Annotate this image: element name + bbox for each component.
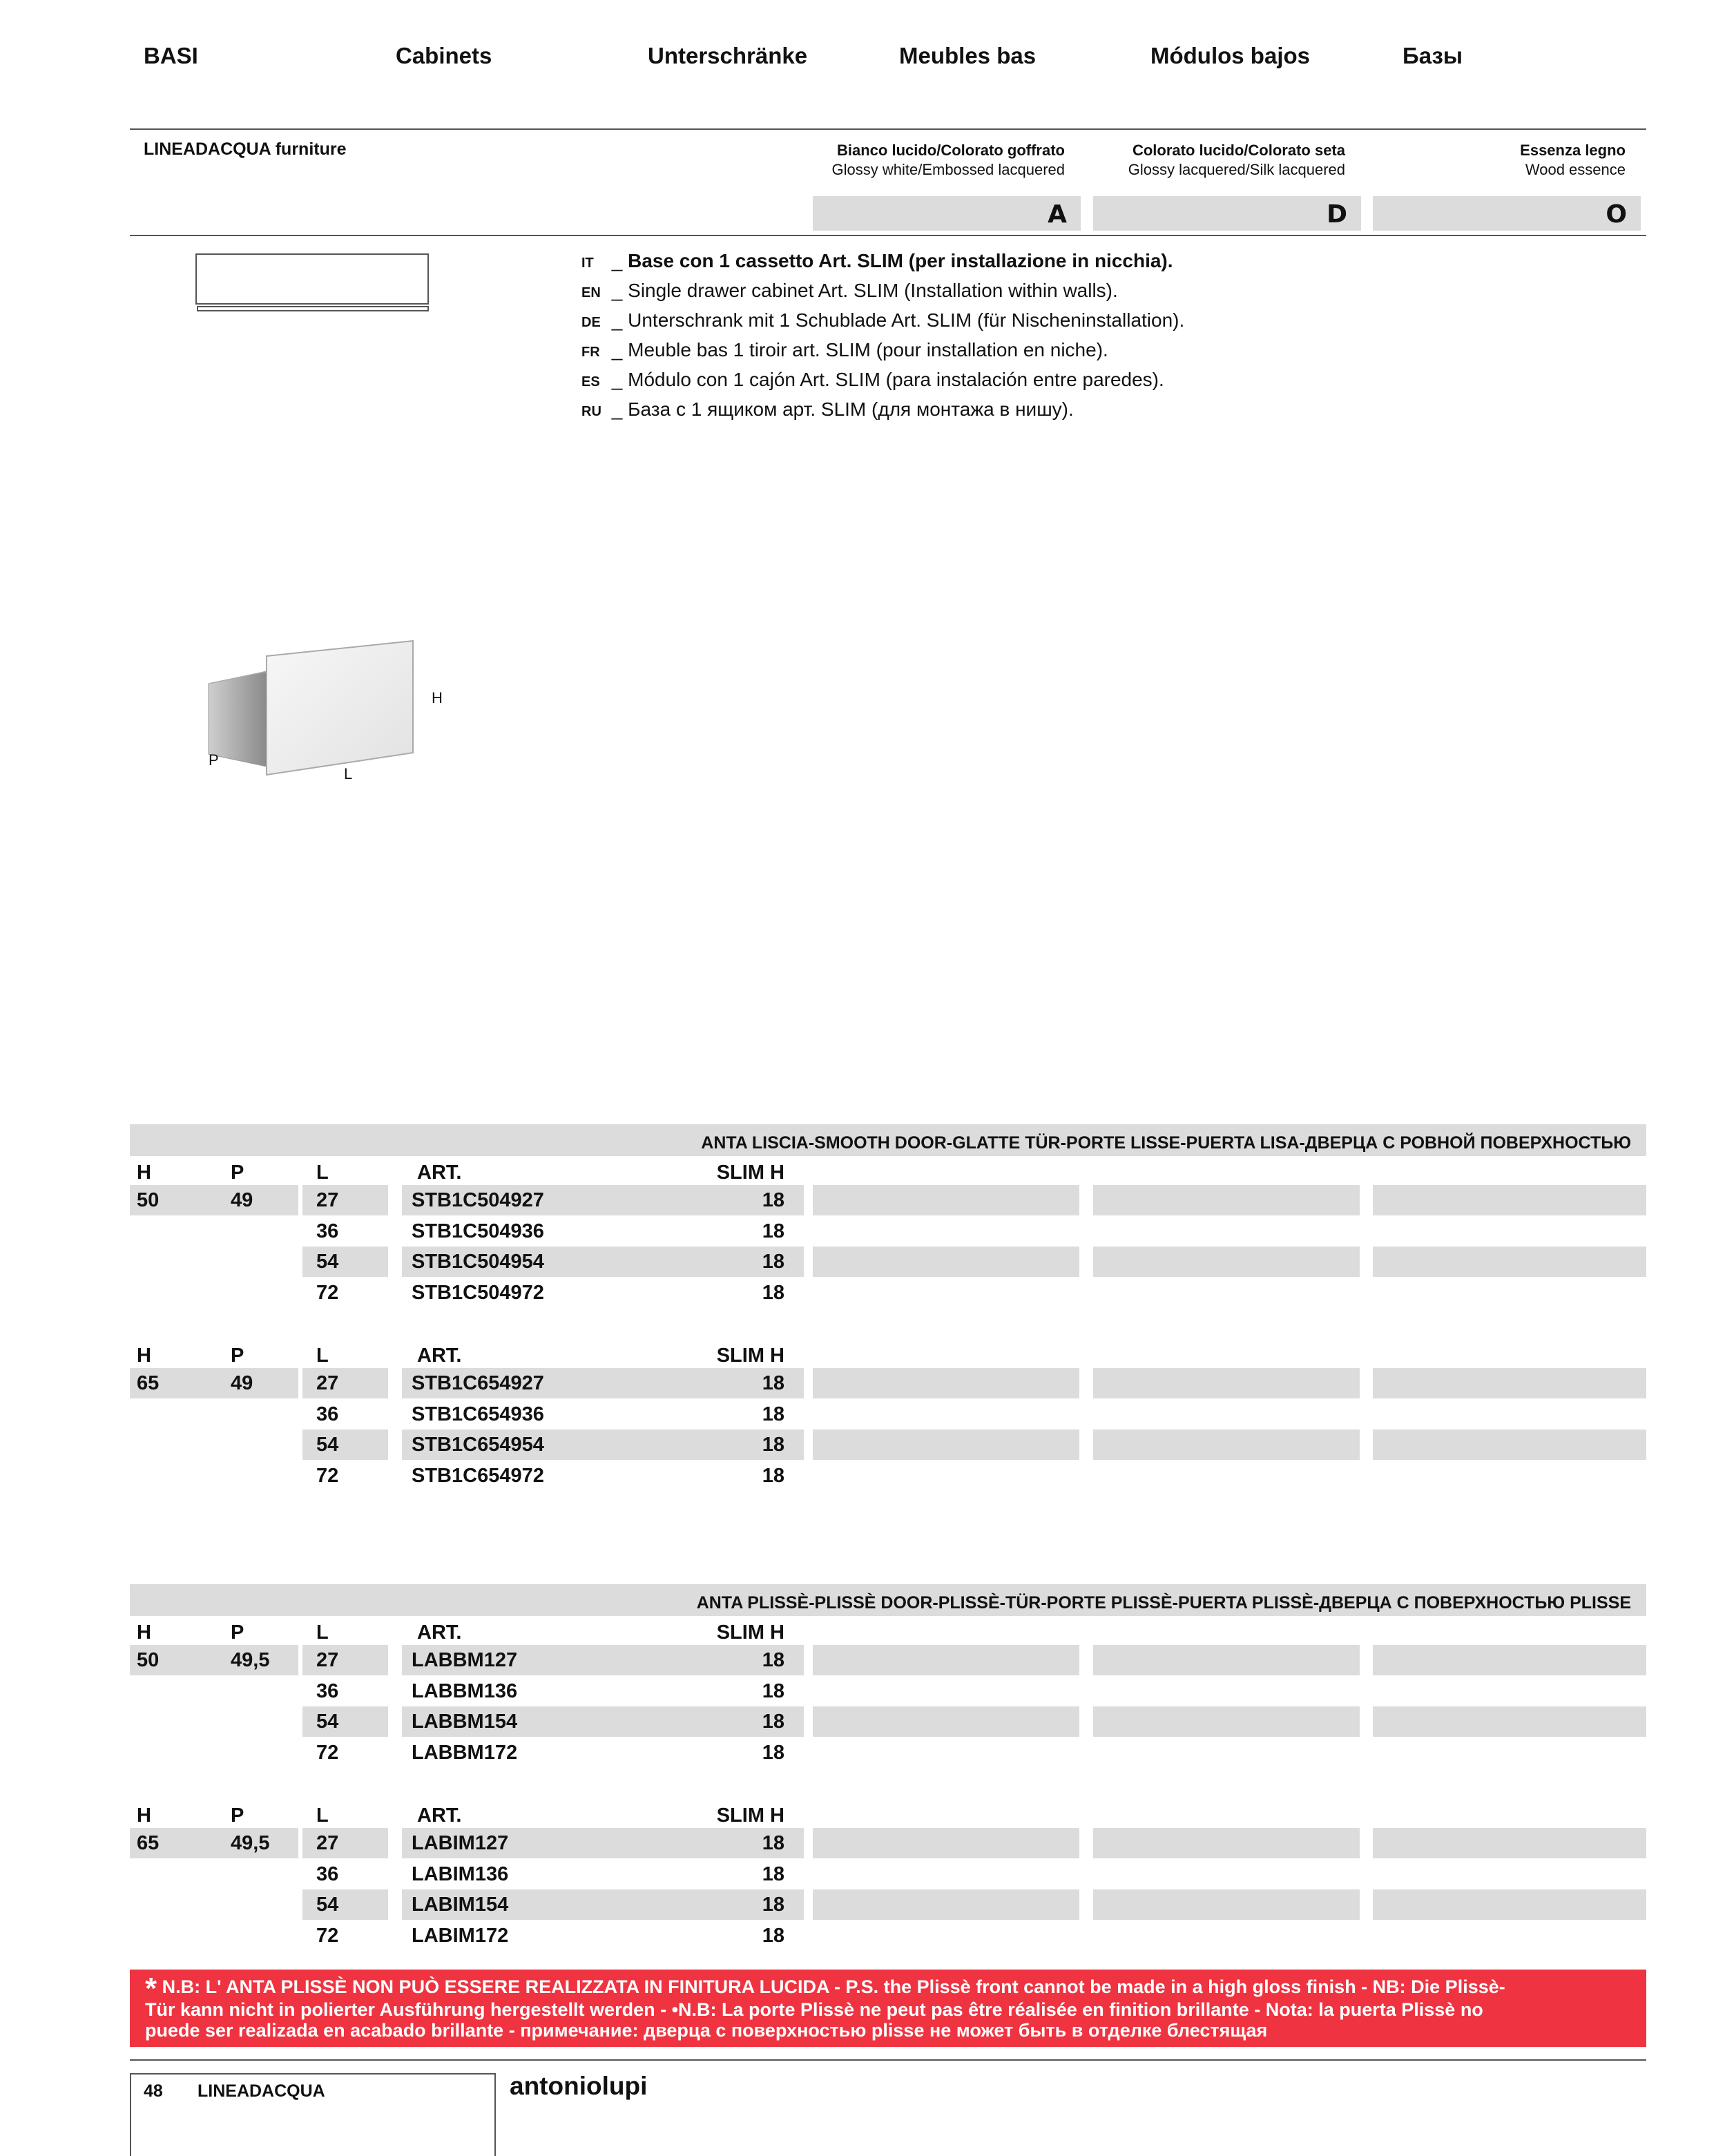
row-slim-value: 18 [762, 1741, 784, 1764]
description-block [581, 247, 1184, 425]
row-art-code: STB1C654927 [412, 1372, 544, 1394]
price-cell-o [1373, 1889, 1646, 1920]
price-cell-d [1093, 1828, 1360, 1858]
nav-unterschraenke: Unterschränke [648, 43, 808, 68]
note-line-2: Tür kann nicht in polierter Ausführung hergestellt werden - •N.B: La porte Plissè ne peut pas être réalisée en finition brillante - Nota: la puerta Plissè no [145, 1999, 1483, 2020]
price-cell-a [813, 1368, 1079, 1398]
row-l-value: 36 [316, 1403, 339, 1425]
note-line-1 [145, 1972, 1632, 2005]
footer-label: LINEADACQUA [197, 2081, 325, 2101]
col-header-slim: SLIM H [716, 1345, 784, 1367]
col-header-art: ART. [417, 1345, 462, 1367]
dimension-label-l: L [344, 765, 353, 782]
price-cell-d [1093, 1430, 1360, 1460]
desc-ru-text: База с 1 ящиком арт. SLIM (для монтажа в нишу). [628, 398, 1074, 420]
header-divider [130, 235, 1646, 236]
price-cell-d [1093, 1645, 1360, 1675]
row-art-code: STB1C654954 [412, 1434, 544, 1456]
table-band-title: ANTA PLISSÈ-PLISSÈ DOOR-PLISSÈ-TÜR-PORTE PLISSÈ-PUERTA PLISSÈ-ДВЕРЦА С ПОВЕРХНОСТЬЮ PLISSE [130, 1584, 1646, 1616]
col-header-l: L [316, 1621, 329, 1644]
row-l-value: 36 [316, 1220, 339, 1242]
row-p-value: 49,5 [231, 1649, 270, 1671]
finish-o-name: Essenza legno [1520, 142, 1626, 159]
row-shade-l [302, 1430, 388, 1460]
nav-modulos-bajos: Módulos bajos [1150, 43, 1310, 68]
desc-fr: FR _ Meuble bas 1 tiroir art. SLIM (pour installation en niche). [581, 336, 1184, 366]
row-art-code: STB1C504954 [412, 1251, 544, 1273]
desc-es-text: Módulo con 1 cajón Art. SLIM (para instalación entre paredes). [628, 369, 1164, 390]
col-header-art: ART. [417, 1804, 462, 1827]
price-cell-o [1373, 1828, 1646, 1858]
price-cell-d [1093, 1247, 1360, 1277]
col-header-h: H [137, 1804, 151, 1827]
row-slim-value: 18 [762, 1711, 784, 1733]
col-header-h: H [137, 1162, 151, 1184]
col-header-h: H [137, 1621, 151, 1644]
row-slim-value: 18 [762, 1679, 784, 1702]
row-p-value: 49 [231, 1189, 253, 1211]
lang-ru: RU [581, 404, 601, 419]
price-cell-d [1093, 1706, 1360, 1737]
price-cell-d [1093, 1185, 1360, 1215]
price-cell-a [813, 1828, 1079, 1858]
row-shade-l [302, 1185, 388, 1215]
finish-code-a: A [813, 196, 1081, 231]
row-art-code: STB1C504972 [412, 1281, 544, 1304]
row-l-value: 27 [316, 1189, 339, 1211]
footer-divider [130, 2059, 1646, 2061]
row-p-value: 49,5 [231, 1832, 270, 1854]
price-cell-o [1373, 1645, 1646, 1675]
plisse-note [130, 1970, 1646, 2047]
row-art-code: LABIM127 [412, 1832, 509, 1854]
row-slim-value: 18 [762, 1189, 784, 1211]
col-header-p: P [231, 1162, 244, 1184]
nav-meubles-bas: Meubles bas [899, 43, 1037, 68]
desc-ru: RU _ База с 1 ящиком арт. SLIM (для монтажа в нишу). [581, 396, 1184, 425]
price-cell-a [813, 1185, 1079, 1215]
finish-code-d: D [1093, 196, 1361, 231]
price-cell-o [1373, 1430, 1646, 1460]
row-art-code: LABBM127 [412, 1649, 518, 1671]
nav-bazy: Базы [1403, 43, 1463, 68]
row-slim-value: 18 [762, 1220, 784, 1242]
table-band-title: ANTA LISCIA-SMOOTH DOOR-GLATTE TÜR-PORTE LISSE-PUERTA LISA-ДВЕРЦА С РОВНОЙ ПОВЕРХНОСТЬЮ [130, 1124, 1646, 1156]
col-header-l: L [316, 1804, 329, 1827]
finish-d-name: Colorato lucido/Colorato seta [1132, 142, 1345, 159]
lang-en: EN [581, 285, 601, 300]
col-header-p: P [231, 1345, 244, 1367]
price-cell-o [1373, 1247, 1646, 1277]
row-slim-value: 18 [762, 1863, 784, 1885]
row-shade-l [302, 1828, 388, 1858]
price-cell-a [813, 1706, 1079, 1737]
row-slim-value: 18 [762, 1894, 784, 1916]
row-l-value: 36 [316, 1679, 339, 1702]
price-cell-o [1373, 1706, 1646, 1737]
desc-fr-text: Meuble bas 1 tiroir art. SLIM (pour installation en niche). [628, 339, 1108, 360]
row-l-value: 54 [316, 1251, 339, 1273]
row-art-code: LABIM154 [412, 1894, 509, 1916]
row-art-code: LABBM136 [412, 1679, 518, 1702]
col-header-slim: SLIM H [716, 1162, 784, 1184]
row-art-code: LABBM172 [412, 1741, 518, 1764]
row-slim-value: 18 [762, 1434, 784, 1456]
row-art-code: LABIM172 [412, 1924, 509, 1947]
desc-en: EN _ Single drawer cabinet Art. SLIM (Installation within walls). [581, 277, 1184, 307]
finish-code-o: O [1373, 196, 1641, 231]
row-art-code: STB1C654936 [412, 1403, 544, 1425]
price-cell-a [813, 1247, 1079, 1277]
lang-de: DE [581, 315, 601, 330]
row-p-value: 49 [231, 1372, 253, 1394]
row-slim-value: 18 [762, 1403, 784, 1425]
finish-header-d [1083, 141, 1345, 180]
lang-es: ES [581, 374, 600, 389]
cabinet-perspective-drawing [200, 635, 449, 787]
row-l-value: 54 [316, 1434, 339, 1456]
row-l-value: 54 [316, 1894, 339, 1916]
row-slim-value: 18 [762, 1924, 784, 1947]
row-slim-value: 18 [762, 1251, 784, 1273]
price-cell-a [813, 1645, 1079, 1675]
row-shade-l [302, 1247, 388, 1277]
dimension-label-h: H [432, 689, 443, 706]
desc-it-text: Base con 1 cassetto Art. SLIM (per installazione in nicchia). [628, 250, 1173, 271]
finish-a-name: Bianco lucido/Colorato goffrato [837, 142, 1065, 159]
row-slim-value: 18 [762, 1372, 784, 1394]
row-shade-l [302, 1706, 388, 1737]
row-slim-value: 18 [762, 1464, 784, 1487]
col-header-l: L [316, 1345, 329, 1367]
row-l-value: 72 [316, 1924, 339, 1947]
note-star: * [145, 1972, 157, 2005]
row-l-value: 27 [316, 1372, 339, 1394]
row-slim-value: 18 [762, 1281, 784, 1304]
row-slim-value: 18 [762, 1832, 784, 1854]
desc-en-text: Single drawer cabinet Art. SLIM (Installation within walls). [628, 280, 1118, 301]
nav-basi: BASI [144, 43, 198, 68]
row-art-code: LABIM136 [412, 1863, 509, 1885]
row-h-value: 65 [137, 1372, 160, 1394]
row-art-code: STB1C504936 [412, 1220, 544, 1242]
row-l-value: 36 [316, 1863, 339, 1885]
price-cell-o [1373, 1185, 1646, 1215]
col-header-art: ART. [417, 1621, 462, 1644]
row-art-code: STB1C654972 [412, 1464, 544, 1487]
col-header-l: L [316, 1162, 329, 1184]
row-h-value: 50 [137, 1189, 160, 1211]
brand-logo: antoniolupi [510, 2072, 648, 2100]
row-slim-value: 18 [762, 1649, 784, 1671]
dimension-label-p: P [209, 751, 219, 769]
nav-cabinets: Cabinets [396, 43, 492, 68]
desc-it: IT _ Base con 1 cassetto Art. SLIM (per installazione in nicchia). [581, 247, 1184, 277]
price-cell-a [813, 1889, 1079, 1920]
note-line-3: puede ser realizada en acabado brillante - примечание: дверца с поверхностью plisse не может быть в отделке блестящая [145, 2020, 1268, 2041]
note-line-1-text: N.B: L' ANTA PLISSÈ NON PUÒ ESSERE REALIZZATA IN FINITURA LUCIDA - P.S. the Plissè front cannot be made in a high gloss finish - NB: Die Plissè- [162, 1976, 1505, 1997]
col-header-h: H [137, 1345, 151, 1367]
price-cell-a [813, 1430, 1079, 1460]
price-cell-d [1093, 1889, 1360, 1920]
row-h-value: 65 [137, 1832, 160, 1854]
page-number: 48 [144, 2081, 163, 2101]
finish-a-name-en: Glossy white/Embossed lacquered [831, 161, 1065, 178]
col-header-p: P [231, 1804, 244, 1827]
row-l-value: 72 [316, 1741, 339, 1764]
row-shade-l [302, 1889, 388, 1920]
row-l-value: 72 [316, 1464, 339, 1487]
price-cell-d [1093, 1368, 1360, 1398]
section-label: LINEADACQUA furniture [144, 139, 347, 159]
finish-header-a [802, 141, 1065, 180]
col-header-slim: SLIM H [716, 1804, 784, 1827]
col-header-p: P [231, 1621, 244, 1644]
row-art-code: STB1C504927 [412, 1189, 544, 1211]
lang-fr: FR [581, 345, 600, 360]
finish-o-name-en: Wood essence [1525, 161, 1626, 178]
finish-d-name-en: Glossy lacquered/Silk lacquered [1128, 161, 1345, 178]
row-l-value: 27 [316, 1649, 339, 1671]
desc-de-text: Unterschrank mit 1 Schublade Art. SLIM (für Nischeninstallation). [628, 309, 1185, 331]
price-cell-o [1373, 1368, 1646, 1398]
desc-de: DE _ Unterschrank mit 1 Schublade Art. SLIM (für Nischeninstallation). [581, 307, 1184, 336]
row-art-code: LABBM154 [412, 1711, 518, 1733]
row-l-value: 54 [316, 1711, 339, 1733]
row-l-value: 27 [316, 1832, 339, 1854]
row-l-value: 72 [316, 1281, 339, 1304]
row-h-value: 50 [137, 1649, 160, 1671]
lang-it: IT [581, 256, 594, 271]
col-header-art: ART. [417, 1162, 462, 1184]
cabinet-front-drawing [193, 251, 435, 315]
col-header-slim: SLIM H [716, 1621, 784, 1644]
desc-es: ES _ Módulo con 1 cajón Art. SLIM (para instalación entre paredes). [581, 366, 1184, 396]
row-shade-l [302, 1645, 388, 1675]
finish-header-o [1363, 141, 1626, 180]
row-shade-l [302, 1368, 388, 1398]
top-divider [130, 128, 1646, 130]
